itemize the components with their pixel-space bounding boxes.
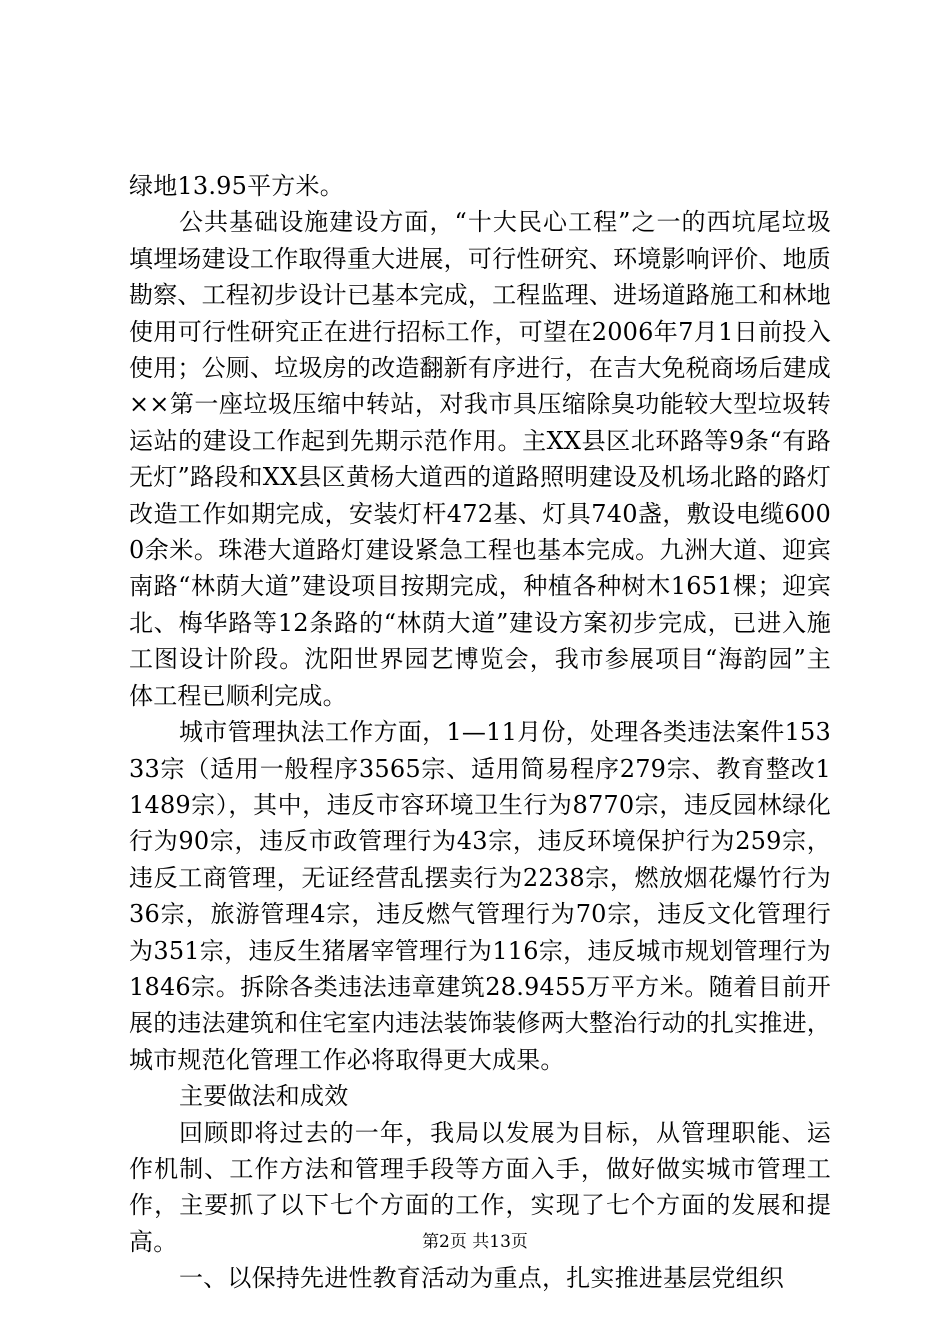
- section-heading: 主要做法和成效: [179, 1082, 349, 1111]
- document-body: [129, 168, 831, 1297]
- paragraph-law-enforcement: 城市管理执法工作方面，1—11月份，处理各类违法案件15333宗（适用一般程序3565宗、适用简易程序279宗、教育整改11489宗），其中，违反市容环境卫生行为8770宗，违反园林绿化行为90宗，违反市政管理行为43宗，违反环境保护行为259宗，违反工商管理，无证经营乱摆卖行为2238宗，燃放烟花爆竹行为36宗，旅游管理4宗，违反燃气管理行为70宗，违反文化管理行为351宗，违反生猪屠宰管理行为116宗，违反城市规划管理行为1846宗。拆除各类违法违章建筑28.9455万平方米。随着目前开展的违法建筑和住宅室内违法装饰装修两大整治行动的扎实推进，城市规范化管理工作必将取得更大成果。: [129, 718, 831, 1074]
- paragraph-continuation: 绿地13.95平方米。: [129, 172, 344, 200]
- page-number-footer: 第2页 共13页: [422, 1232, 528, 1252]
- paragraph-public-infrastructure: 公共基础设施建设方面，“十大民心工程”之一的西坑尾垃圾填埋场建设工作取得重大进展，可行性研究、环境影响评价、地质勘察、工程初步设计已基本完成，工程监理、进场道路施工和林地使用可行性研究正在进行招标工作，可望在2006年7月1日前投入使用；公厕、垃圾房的改造翻新有序进行，在吉大免税商场后建成××第一座垃圾压缩中转站，对我市具压缩除臭功能较大型垃圾转运站的建设工作起到先期示范作用。主XX县区北环路等9条“有路无灯”路段和XX县区黄杨大道西的道路照明建设及机场北路的路灯改造工作如期完成，安装灯杆472基、灯具740盏，敷设电缆6000余米。珠港大道路灯建设紧急工程也基本完成。九洲大道、迎宾南路“林荫大道”建设项目按期完成，种植各种树木1651棵；迎宾北、梅华路等12条路的“林荫大道”建设方案初步完成，已进入施工图设计阶段。沈阳世界园艺博览会，我市参展项目“海韵园”主体工程已顺利完成。: [129, 208, 831, 710]
- paragraph-item-one: 一、以保持先进性教育活动为重点，扎实推进基层党组织: [179, 1264, 784, 1293]
- paragraph-review: 回顾即将过去的一年，我局以发展为目标，从管理职能、运作机制、工作方法和管理手段等方面入手，做好做实城市管理工作，主要抓了以下七个方面的工作，实现了七个方面的发展和提高。: [129, 1118, 831, 1256]
